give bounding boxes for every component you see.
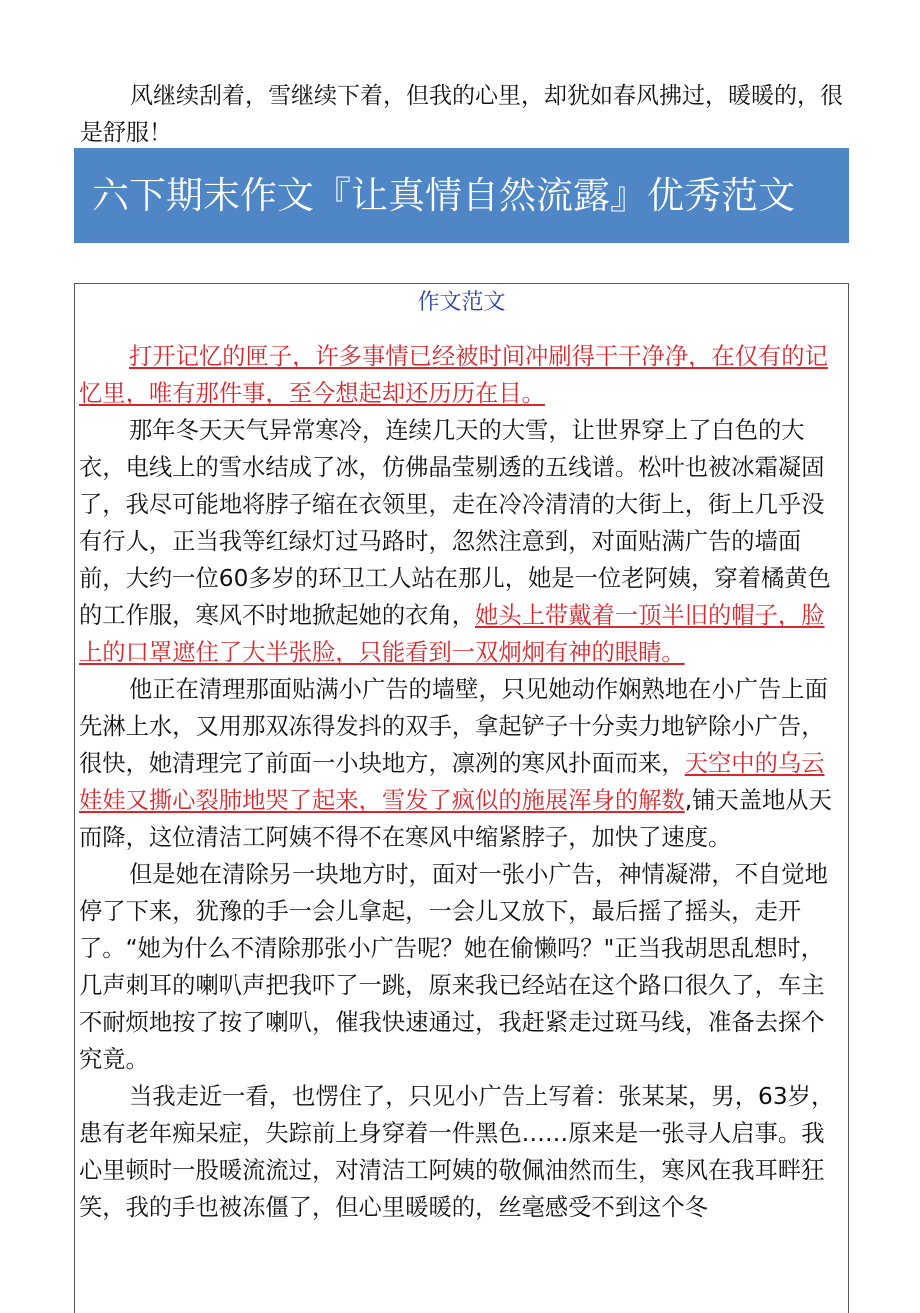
essay-box — [74, 283, 849, 1313]
paragraph-text: ,铺天盖地从天而降，这位清洁工阿姨不得不在寒风中缩紧脖子，加快了速度。 — [79, 787, 832, 851]
essay-label: 作文范文 — [417, 290, 506, 315]
intro-text: 风继续刮着，雪继续下着，但我的心里，却犹如春风拂过，暖暖的，很是舒服！ — [80, 83, 843, 146]
highlight-text: 天空中的乌云娃娃又撕心裂肺地哭了起来，雪发了疯似的施展浑身的解数 — [79, 750, 825, 814]
essay-paragraph-4 — [79, 856, 847, 1078]
intro-paragraph — [80, 78, 850, 152]
paragraph-text: 他正在清理那面贴满小广告的墙壁，只见她动作娴熟地在小广告上面先淋上水，又用那双冻得发抖的双手，拿起铲子十分卖力地铲除小广告，很快，她清理完了前面一小块地方，凛冽的寒风扑面而来， — [79, 676, 828, 777]
essay-paragraph-1 — [79, 338, 847, 412]
page-title: 六下期末作文『让真情自然流露』优秀范文 — [92, 174, 795, 217]
title-banner — [74, 148, 849, 243]
essay-paragraph-3 — [79, 671, 847, 856]
paragraph-text: 但是她在清除另一块地方时，面对一张小广告，神情凝滞，不自觉地停了下来，犹豫的手一会儿拿起，一会儿又放下，最后摇了摇头，走开了。“她为什么不清除那张小广告呢？她在偷懒吗？"正当我胡思乱想时，几声刺耳的喇叭声把我吓了一跳，原来我已经站在这个路口很久了，车主不耐烦地按了按了喇叭，催我快速通过，我赶紧走过斑马线，准备去探个究竟。 — [79, 861, 828, 1073]
paragraph-text: 当我走近一看，也愣住了，只见小广告上写着：张某某，男，63岁，患有老年痴呆症，失踪前上身穿着一件黑色……原来是一张寻人启事。我心里顿时一股暖流流过，对清洁工阿姨的敬佩油然而生，寒风在我耳畔狂笑，我的手也被冻僵了，但心里暖暖的，丝毫感受不到这个冬 — [79, 1083, 835, 1221]
paragraph-text: 那年冬天天气异常寒冷，连续几天的大雪，让世界穿上了白色的大衣，电线上的雪水结成了冰，仿佛晶莹剔透的五线谱。松叶也被冰霜凝固了，我尽可能地将脖子缩在衣领里，走在冷冷清清的大街上，街上几乎没有行人，正当我等红绿灯过马路时，忽然注意到，对面贴满广告的墙面前，大约一位60多岁的环卫工人站在那儿，她是一位老阿姨，穿着橘黄色的工作服，寒风不时地掀起她的衣角， — [79, 417, 831, 629]
essay-body — [79, 338, 847, 1226]
essay-paragraph-5 — [79, 1078, 847, 1226]
essay-paragraph-2 — [79, 412, 847, 671]
highlight-text: 打开记忆的匣子，许多事情已经被时间冲刷得干干净净，在仅有的记忆里，唯有那件事，至今想起却还历历在目。 — [79, 343, 828, 407]
highlight-text: 她头上带戴着一顶半旧的帽子，脸上的口罩遮住了大半张脸，只能看到一双炯炯有神的眼睛。 — [79, 602, 825, 666]
